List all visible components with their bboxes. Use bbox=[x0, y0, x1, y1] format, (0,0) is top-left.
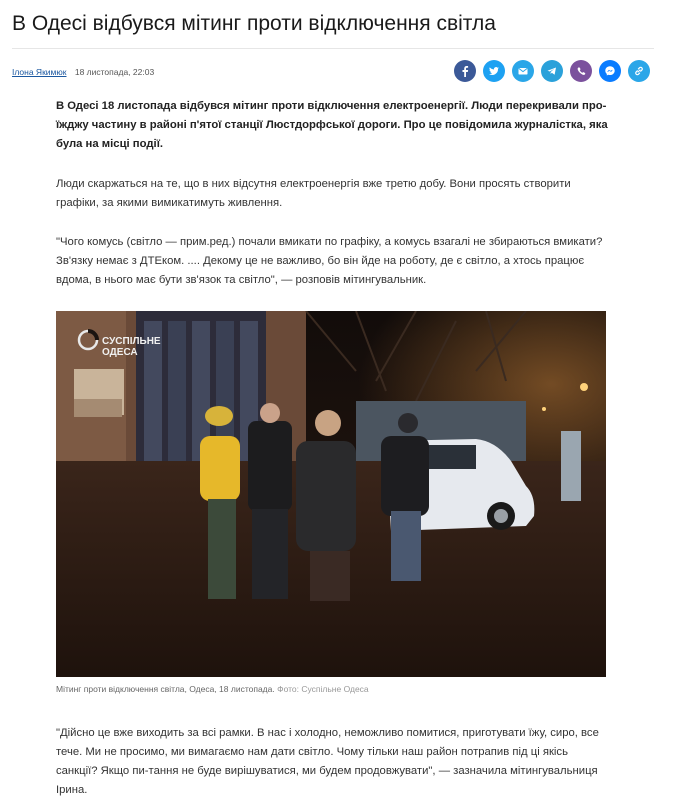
caption-text: Мітинг проти відключення світла, Одеса, 18 листопада. bbox=[56, 684, 275, 694]
share-viber-button[interactable] bbox=[570, 60, 592, 82]
share-email-button[interactable] bbox=[512, 60, 534, 82]
article-paragraph: "Чого комусь (світло — прим.ред.) почали вмикати по графіку, а комусь взагалі не збираються вмикати? Зв'язку немає з ДТЕком. .... Декому це не важливо, бо він йде на роботу, де є світло, а хтось працює вдома, в нього має бути зв'язок та світло", — розповів мітингувальник. bbox=[56, 236, 603, 286]
article-paragraph: "Дійсно це вже виходить за всі рамки. В нас і холодно, неможливо помитися, приготувати їжу, сиро, все тече. Ми не просимо, ми вимагаємо нам дати світло. Чому тільки наш район потрапив під ці якісь санкції? Якщо пи-тання не буде вирішуватися, ми будем продовжувати", — зазначила мітингувальниця Ірина. bbox=[56, 727, 599, 796]
title-divider bbox=[12, 48, 654, 49]
protest-photo-illustration bbox=[56, 311, 606, 677]
facebook-icon bbox=[459, 65, 471, 77]
article-title: В Одесі відбувся мітинг проти відключення світла bbox=[12, 12, 496, 35]
twitter-icon bbox=[488, 65, 500, 77]
photo-credit: Фото: Суспільне Одеса bbox=[277, 684, 369, 694]
telegram-icon bbox=[546, 65, 558, 77]
share-buttons bbox=[454, 60, 650, 82]
share-twitter-button[interactable] bbox=[483, 60, 505, 82]
share-messenger-button[interactable] bbox=[599, 60, 621, 82]
publish-date: 18 листопада, 22:03 bbox=[74, 67, 155, 77]
watermark-line: ОДЕСА bbox=[102, 347, 138, 358]
copy-link-button[interactable] bbox=[628, 60, 650, 82]
viber-icon bbox=[575, 65, 587, 77]
article-photo bbox=[56, 311, 606, 677]
author-link[interactable]: Ілона Якимюк bbox=[12, 67, 67, 77]
photo-caption bbox=[56, 684, 369, 694]
article-paragraph: Люди скаржаться на те, що в них відсутня електроенергія вже третю добу. Вони просять створити графіки, за якими вимикатимуть живлення. bbox=[56, 178, 571, 209]
share-telegram-button[interactable] bbox=[541, 60, 563, 82]
article-lead: В Одесі 18 листопада відбувся мітинг проти відключення електроенергії. Люди перекривали про-їжджу частину в районі п'ятої станції Люстдорфської дороги. Про це повідомила журналістка, яка була на місці події. bbox=[56, 100, 608, 150]
email-icon bbox=[517, 65, 529, 77]
photo-watermark bbox=[102, 336, 161, 358]
article-meta bbox=[12, 67, 154, 77]
share-facebook-button[interactable] bbox=[454, 60, 476, 82]
link-icon bbox=[633, 65, 645, 77]
messenger-icon bbox=[604, 65, 616, 77]
watermark-line: СУСПІЛЬНЕ bbox=[102, 336, 161, 347]
